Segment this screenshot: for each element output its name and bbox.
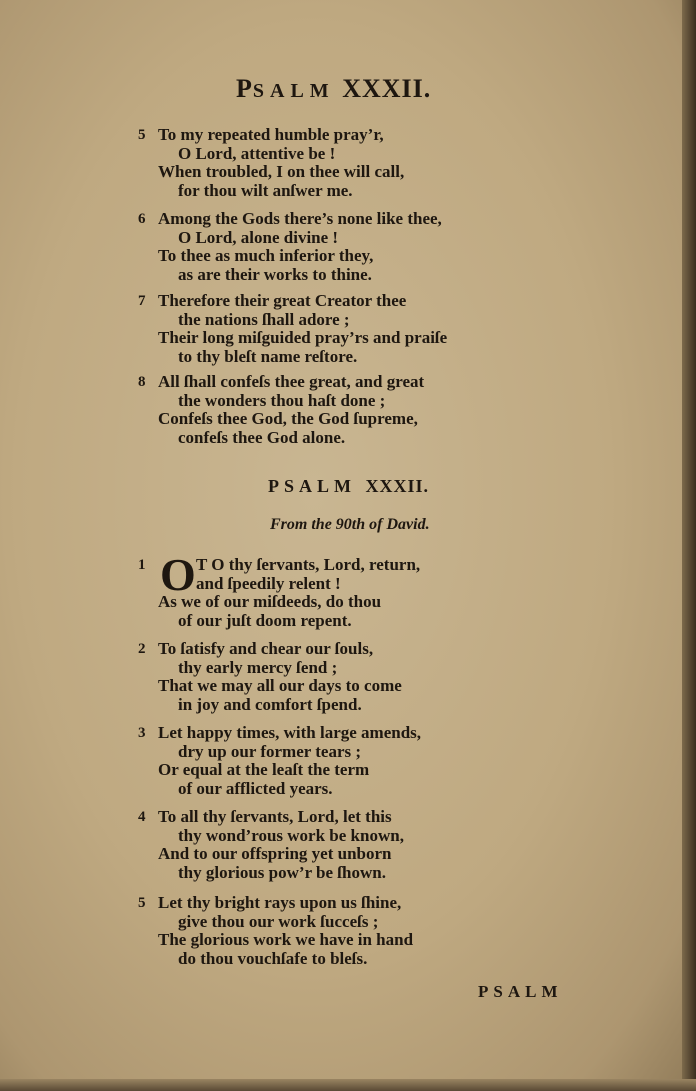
stanza-line: to thy bleſt name reſtore. [178, 346, 358, 366]
page-edge-bottom [0, 1079, 696, 1091]
psalm-heading-roman: XXXII. [365, 476, 430, 496]
stanza-line: And to our offspring yet unborn [158, 844, 392, 863]
stanza-line: as are their works to thine. [178, 264, 372, 284]
page-edge-right [682, 0, 696, 1091]
catchword: PSALM [478, 982, 563, 1001]
stanza-line: confeſs thee God alone. [178, 427, 346, 447]
running-head-initial: P [236, 74, 253, 103]
stanza-line: Their long miſguided pray’rs and praiſe [158, 328, 448, 347]
stanza-line: for thou wilt anſwer me. [178, 180, 353, 200]
stanza-top-8 [138, 373, 538, 447]
stanza-line: the nations ſhall adore ; [178, 309, 350, 329]
stanza-number: 2 [138, 641, 146, 657]
psalm-heading-word: PSALM [268, 476, 356, 496]
stanza-line: All ſhall confeſs thee great, and great [158, 372, 425, 391]
stanza-number: 8 [138, 374, 146, 390]
psalm-heading [268, 476, 429, 497]
stanza-line: in joy and comfort ſpend. [178, 694, 362, 714]
stanza-line: of our juſt doom repent. [178, 610, 352, 630]
stanza-line: of our afflicted years. [178, 778, 333, 798]
stanza-number: 5 [138, 127, 146, 143]
stanza-number: 4 [138, 809, 146, 825]
stanza-line: thy wond’rous work be known, [178, 825, 404, 845]
psalm-subtitle: From the 90th of David. [270, 516, 430, 533]
stanza-bottom-5 [138, 894, 538, 968]
stanza-line: do thou vouchſafe to bleſs. [178, 948, 368, 968]
stanza-number: 1 [138, 557, 146, 573]
stanza-line: thy glorious pow’r be ſhown. [178, 862, 386, 882]
stanza-top-7 [138, 292, 538, 366]
drop-cap: O [160, 549, 196, 600]
stanza-line: O Lord, alone divine ! [178, 227, 339, 247]
stanza-line: Therefore their great Creator thee [158, 291, 407, 310]
stanza-line: To ſatisfy and chear our ſouls, [158, 639, 374, 658]
stanza-line: O Lord, attentive be ! [178, 143, 336, 163]
stanza-line: give thou our work ſucceſs ; [178, 911, 379, 931]
stanza-line: Confeſs thee God, the God ſupreme, [158, 409, 418, 428]
stanza-line: the wonders thou haſt done ; [178, 390, 386, 410]
stanza-line: Among the Gods there’s none like thee, [158, 209, 442, 228]
stanza-line: That we may all our days to come [158, 676, 402, 695]
running-head [236, 74, 431, 104]
stanza-line: To thee as much inferior they, [158, 246, 374, 265]
stanza-line: and ſpeedily relent ! [196, 573, 341, 593]
stanza-top-6 [138, 210, 538, 284]
stanza-line: T O thy ſervants, Lord, return, [196, 555, 421, 574]
stanza-line: Let happy times, with large amends, [158, 723, 422, 742]
stanza-line: To my repeated humble pray’r, [158, 125, 384, 144]
stanza-line: As we of our miſdeeds, do thou [158, 592, 382, 611]
stanza-top-5 [138, 126, 538, 200]
stanza-bottom-1 [138, 556, 538, 630]
running-head-word: SALM [252, 80, 335, 102]
stanza-line: To all thy ſervants, Lord, let this [158, 807, 392, 826]
stanza-line: Or equal at the leaſt the term [158, 760, 370, 779]
stanza-line: Let thy bright rays upon us ſhine, [158, 893, 402, 912]
running-head-roman: XXXII. [342, 74, 432, 103]
stanza-line: When troubled, I on thee will call, [158, 162, 405, 181]
stanza-number: 6 [138, 211, 146, 227]
stanza-bottom-4 [138, 808, 538, 882]
stanza-number: 7 [138, 293, 146, 309]
stanza-line: thy early mercy ſend ; [178, 657, 338, 677]
stanza-number: 5 [138, 895, 146, 911]
stanza-bottom-2 [138, 640, 538, 714]
stanza-line: dry up our former tears ; [178, 741, 362, 761]
stanza-number: 3 [138, 725, 146, 741]
stanza-line: The glorious work we have in hand [158, 930, 414, 949]
stanza-bottom-3 [138, 724, 538, 798]
